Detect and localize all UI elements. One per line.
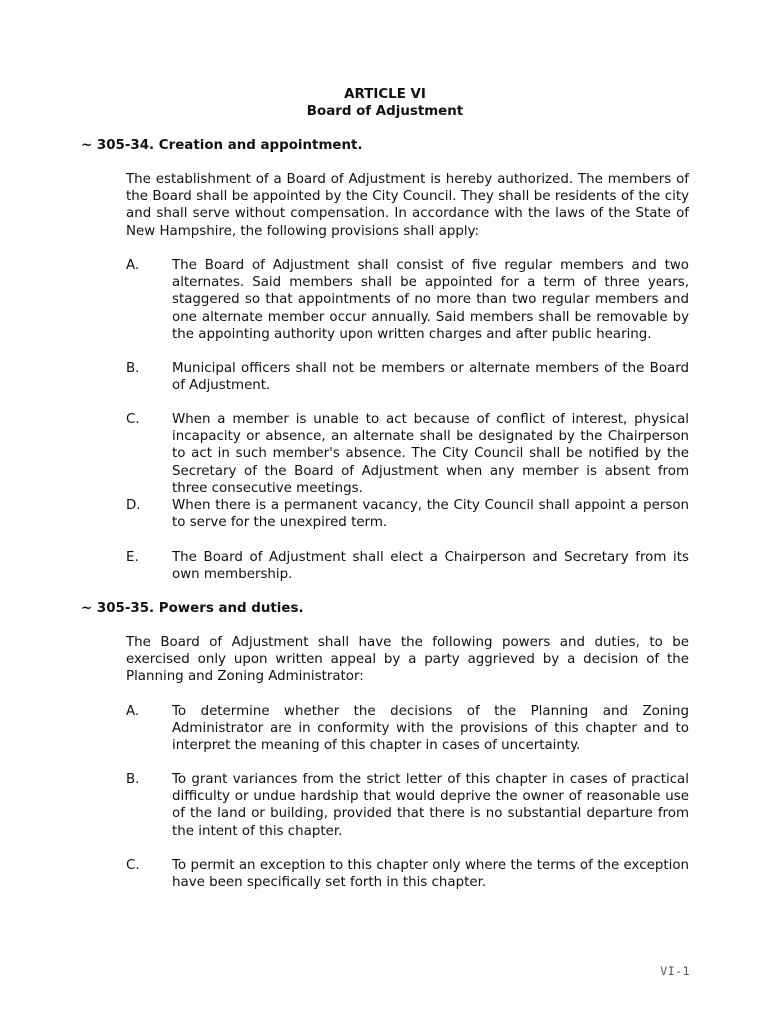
list-item-label: C.: [126, 412, 140, 427]
list-item: [126, 771, 689, 840]
list-item: [126, 857, 689, 891]
list-item-text: To grant variances from the strict letter of this chapter in cases of practical difficulty or undue hardship that would deprive the owner of reasonable use of the land or building, provided that there is no substantial departure from the intent of this chapter.: [172, 772, 689, 839]
list-item: [126, 360, 689, 394]
page-number: VI-1: [660, 964, 690, 978]
list-item: [126, 703, 689, 755]
list-item-label: B.: [126, 361, 140, 376]
list-item-text: When there is a permanent vacancy, the City Council shall appoint a person to serve for the unexpired term.: [172, 498, 689, 531]
section-305-34-intro: The establishment of a Board of Adjustment is hereby authorized. The members of the Board shall be appointed by the City Council. They shall be residents of the city and shall serve without compensation. In accordance with the laws of the State of New Hampshire, the following provisions shall apply:: [126, 172, 689, 239]
list-item-text: The Board of Adjustment shall elect a Chairperson and Secretary from its own membership.: [172, 550, 689, 583]
section-title-305-35: ~ 305-35. Powers and duties.: [81, 601, 304, 616]
list-item-label: A.: [126, 704, 140, 719]
section-305-35-intro: The Board of Adjustment shall have the following powers and duties, to be exercised only upon written appeal by a party aggrieved by a decision of the Planning and Zoning Administrator:: [126, 635, 689, 685]
article-title: Board of Adjustment: [306, 104, 464, 119]
section-title-305-34: ~ 305-34. Creation and appointment.: [81, 138, 363, 153]
list-item: [126, 411, 689, 497]
list-item-text: Municipal officers shall not be members or alternate members of the Board of Adjustment.: [172, 361, 689, 394]
list-item-text: To determine whether the decisions of the Planning and Zoning Administrator are in conformity with the provisions of this chapter and to interpret the meaning of this chapter in cases of uncertainty.: [172, 704, 689, 754]
list-item-label: C.: [126, 858, 140, 873]
list-item-label: E.: [126, 550, 139, 565]
list-item-text: When a member is unable to act because of conflict of interest, physical incapacity or absence, an alternate shall be designated by the Chairperson to act in such member's absence. The City Council shall be notified by the Secretary of the Board of Adjustment when any member is absent from three consecutive meetings.: [172, 412, 689, 496]
list-item-label: A.: [126, 258, 140, 273]
list-item: [126, 257, 689, 343]
article-number: ARTICLE VI: [344, 87, 426, 102]
list-item: [126, 549, 689, 583]
list-item-label: B.: [126, 772, 140, 787]
list-item-label: D.: [126, 498, 141, 513]
list-item: [126, 497, 689, 531]
list-item-text: To permit an exception to this chapter only where the terms of the exception have been specifically set forth in this chapter.: [172, 858, 689, 891]
list-item-text: The Board of Adjustment shall consist of five regular members and two alternates. Said members shall be appointed for a term of three years, staggered so that appointments of no more than two regular members and one alternate member occur annually. Said members shall be removable by the appointing authority upon written charges and after public hearing.: [172, 258, 689, 342]
